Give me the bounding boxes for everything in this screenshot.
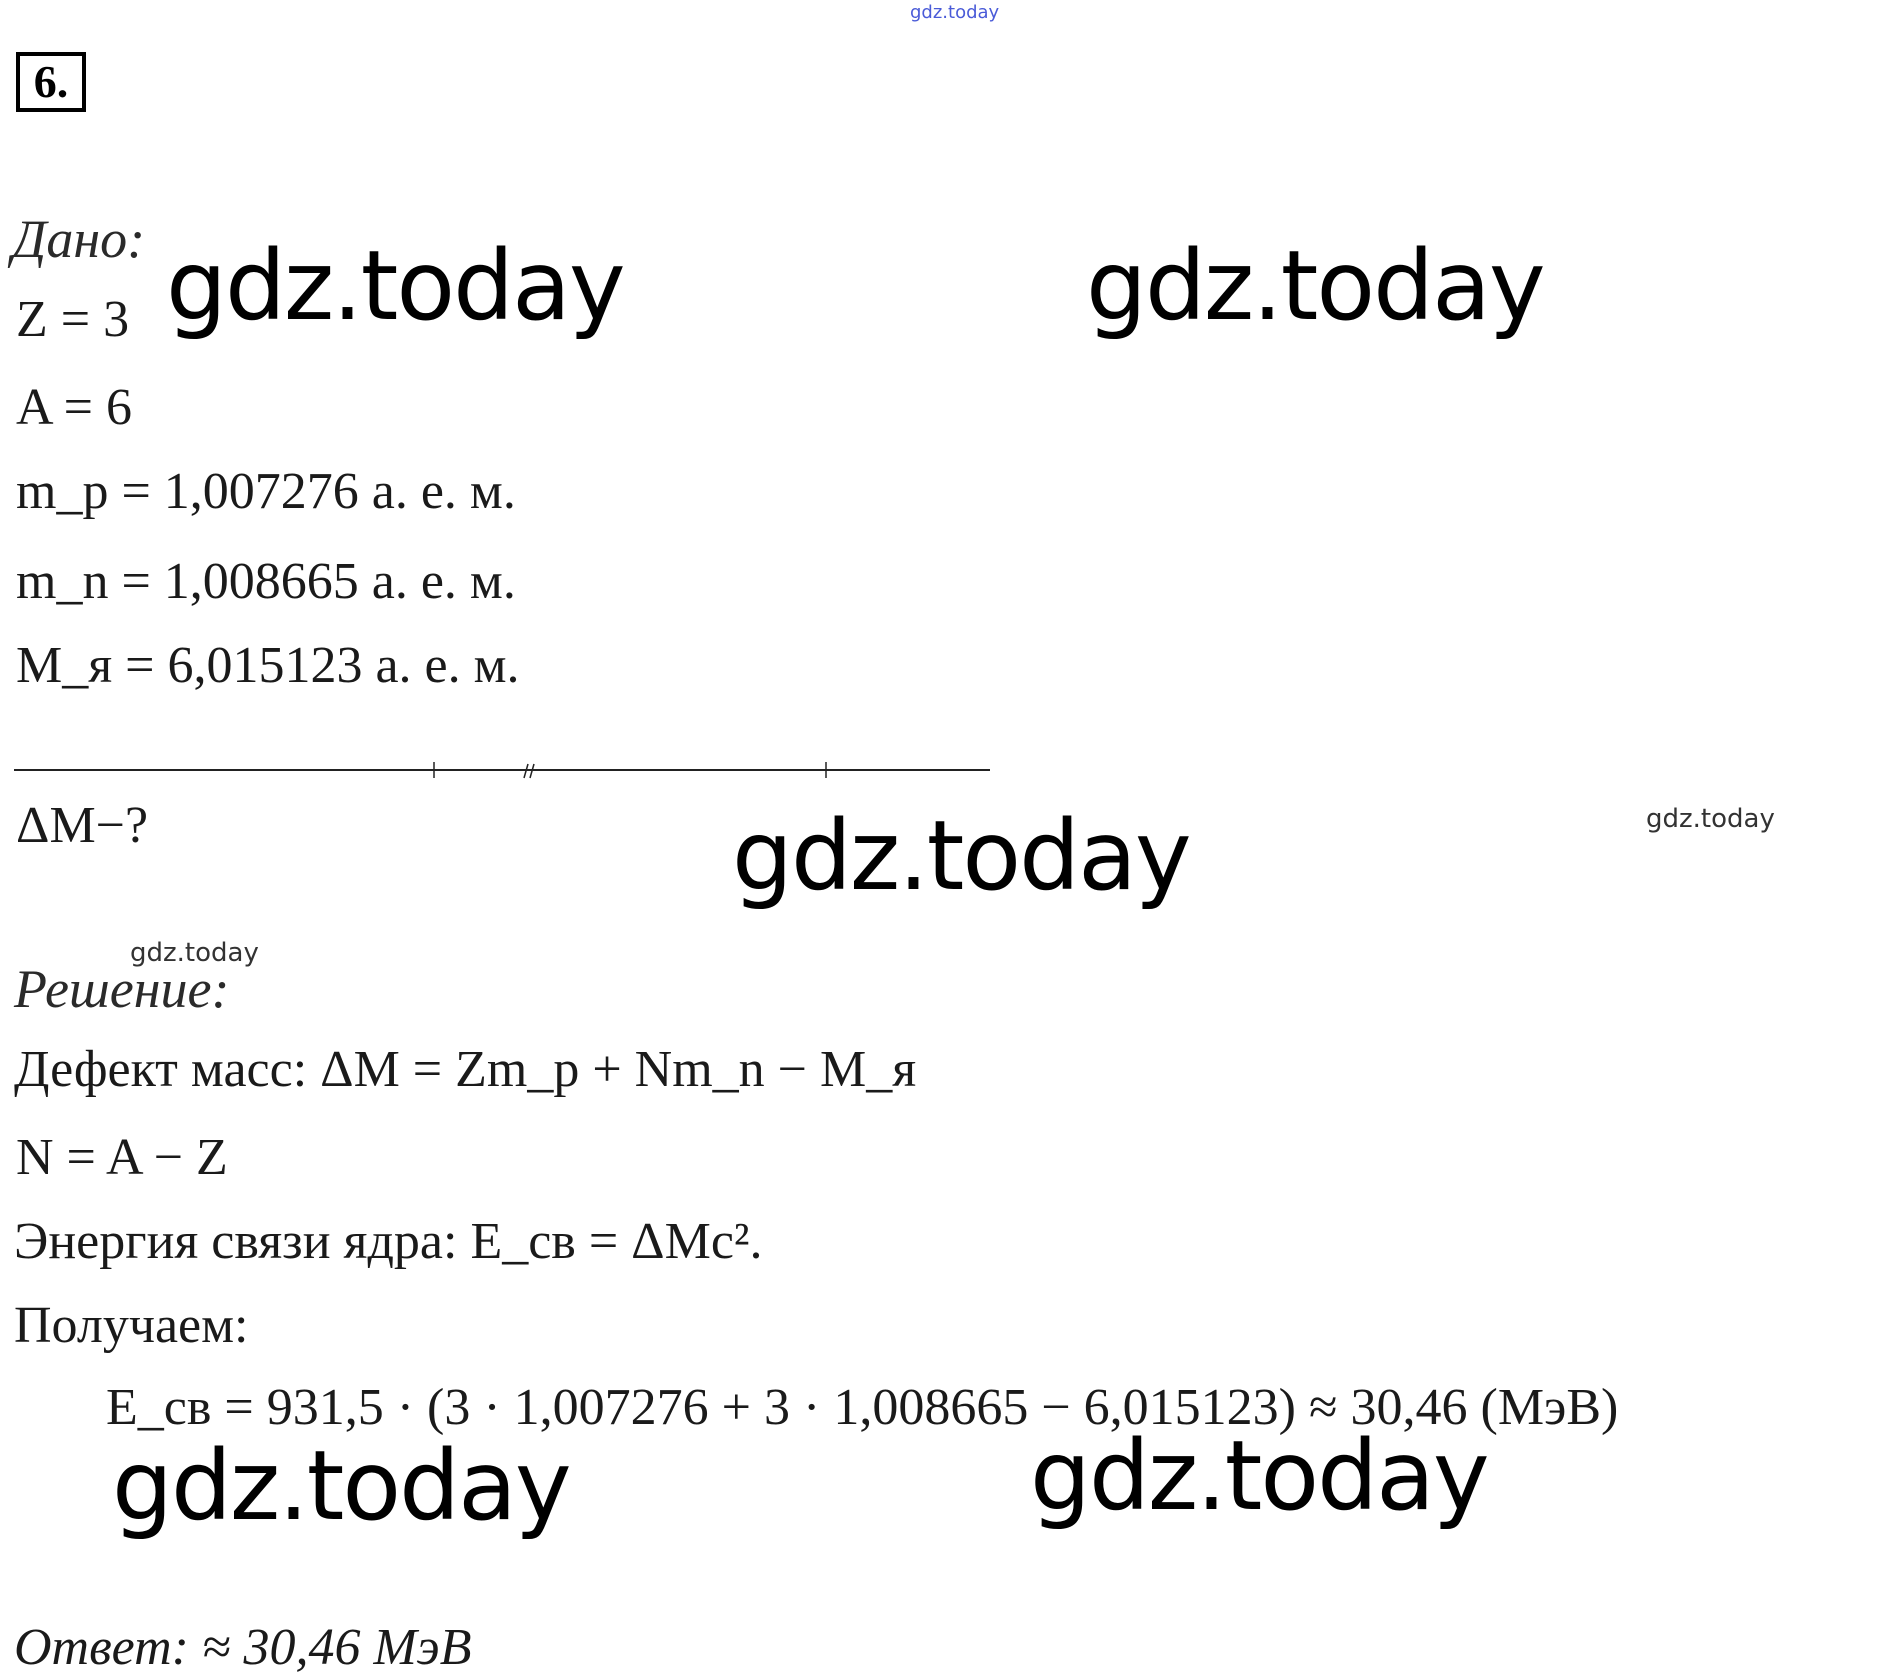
given-neutron-mass: m_n = 1,008665 а. е. м. [16, 553, 516, 610]
watermark: gdz.today [130, 938, 259, 968]
solution-obtain: Получаем: [14, 1297, 249, 1354]
given-proton-mass: m_p = 1,007276 а. е. м. [16, 463, 516, 520]
solution-binding-energy: Энергия связи ядра: E_св = ΔMc². [14, 1213, 763, 1270]
find-line: ΔM−? [16, 797, 149, 854]
watermark: gdz.today [732, 800, 1190, 912]
problem-number: 6. [16, 52, 86, 112]
answer-line: Ответ: ≈ 30,46 МэВ [14, 1619, 472, 1676]
watermark: gdz.today [166, 230, 624, 342]
solution-mass-defect: Дефект масс: ΔM = Zm_p + Nm_n − M_я [14, 1041, 917, 1098]
solution-heading: Решение: [14, 959, 230, 1019]
watermark-top: gdz.today [910, 2, 1000, 23]
given-a: A = 6 [16, 379, 133, 436]
watermark: gdz.today [1646, 804, 1775, 834]
given-z: Z = 3 [16, 291, 130, 348]
watermark: gdz.today [1086, 230, 1544, 342]
solution-calculation: E_св = 931,5 · (3 · 1,007276 + 3 · 1,008665 − 6,015123) ≈ 30,46 (МэВ) [106, 1379, 1619, 1436]
solution-n-formula: N = A − Z [16, 1129, 228, 1186]
given-heading: Дано: [12, 209, 146, 269]
given-nucleus-mass: M_я = 6,015123 а. е. м. [16, 637, 520, 694]
watermark: gdz.today [112, 1430, 570, 1542]
given-divider [14, 760, 994, 780]
watermark: gdz.today [1030, 1420, 1488, 1532]
